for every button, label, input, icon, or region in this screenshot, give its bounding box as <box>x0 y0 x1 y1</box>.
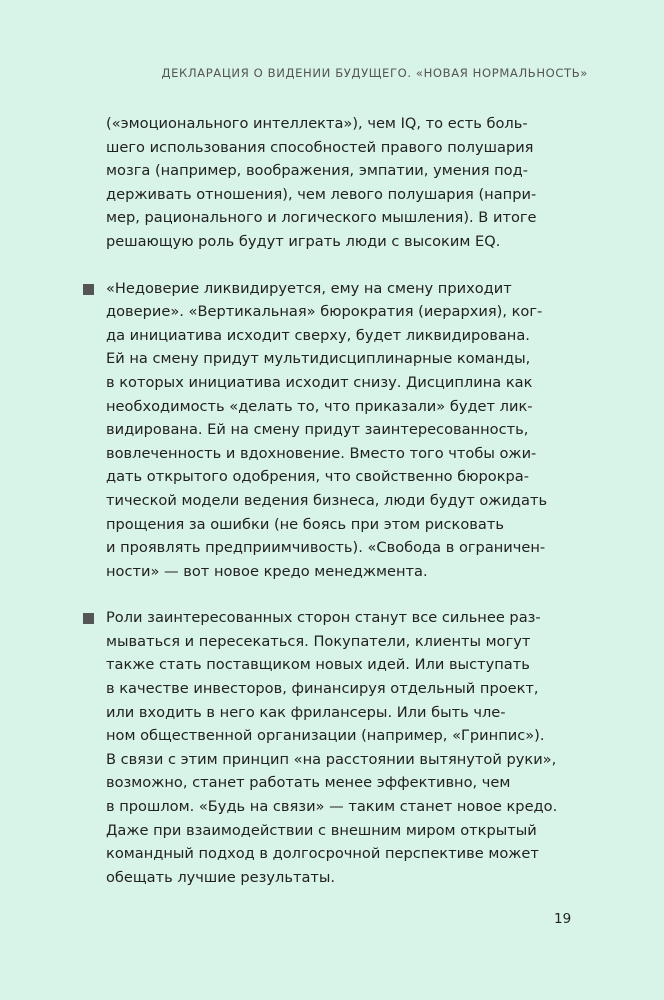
text-line: «Недоверие ликвидируется, ему на смену приходит <box>106 279 512 297</box>
square-bullet-icon <box>83 613 94 624</box>
text-line: необходимость «делать то, что приказали» будет лик- <box>106 397 533 415</box>
page-number: 19 <box>554 911 572 927</box>
running-header: ДЕКЛАРАЦИЯ О ВИДЕНИИ БУДУЩЕГО. «НОВАЯ НОРМАЛЬНОСТЬ» <box>161 66 588 80</box>
text-line: прощения за ошибки (не боясь при этом рисковать <box>106 515 504 533</box>
text-line: Роли заинтересованных сторон станут все сильнее раз- <box>106 609 541 627</box>
text-line: в которых инициатива исходит снизу. Дисциплина как <box>106 373 533 391</box>
text-line: держивать отношения), чем левого полушария (напри- <box>106 185 537 203</box>
text-line: В связи с этим принцип «на расстоянии вытянутой руки», <box>106 750 557 768</box>
text-line: да инициатива исходит сверху, будет ликвидирована. <box>106 326 530 344</box>
text-line: в прошлом. «Будь на связи» — таким станет новое кредо. <box>106 798 558 816</box>
text-line: командный подход в долгосрочной перспективе может <box>106 845 539 863</box>
square-bullet-icon <box>83 284 94 295</box>
text-line: мозга (например, воображения, эмпатии, умения под- <box>106 162 528 180</box>
bullet-item-trust <box>106 277 586 584</box>
text-line: ности» — вот новое кредо менеджмента. <box>106 562 428 580</box>
text-line: шего использования способностей правого полушария <box>106 138 534 156</box>
text-line: возможно, станет работать менее эффективно, чем <box>106 774 511 792</box>
text-line: мываться и пересекаться. Покупатели, клиенты могут <box>106 632 531 650</box>
text-line: Даже при взаимодействии с внешним миром открытый <box>106 821 537 839</box>
text-line: и проявлять предприимчивость). «Свобода в ограничен- <box>106 539 546 557</box>
text-line: решающую роль будут играть люди с высоким EQ. <box>106 232 501 250</box>
text-line: доверие». «Вертикальная» бюрократия (иерархия), ког- <box>106 303 543 321</box>
text-line: в качестве инвесторов, финансируя отдельный проект, <box>106 680 539 698</box>
text-line: или входить в него как фрилансеры. Или быть чле- <box>106 703 506 721</box>
text-line: мер, рационального и логического мышления). В итоге <box>106 209 537 227</box>
page-body <box>106 112 586 889</box>
text-line: Ей на смену придут мультидисциплинарные команды, <box>106 350 531 368</box>
text-line: ном общественной организации (например, «Гринпис»). <box>106 727 545 745</box>
text-line: вовлеченность и вдохновение. Вместо того чтобы ожи- <box>106 444 537 462</box>
paragraph-intro <box>106 112 586 254</box>
bullet-item-stakeholders <box>106 606 586 889</box>
text-line: видирована. Ей на смену придут заинтересованность, <box>106 421 529 439</box>
text-line: обещать лучшие результаты. <box>106 868 336 886</box>
text-line: тической модели ведения бизнеса, люди будут ожидать <box>106 491 548 509</box>
text-line: дать открытого одобрения, что свойственно бюрокра- <box>106 468 529 486</box>
text-line: также стать поставщиком новых идей. Или выступать <box>106 656 530 674</box>
text-line: («эмоционального интеллекта»), чем IQ, то есть боль- <box>106 115 528 132</box>
